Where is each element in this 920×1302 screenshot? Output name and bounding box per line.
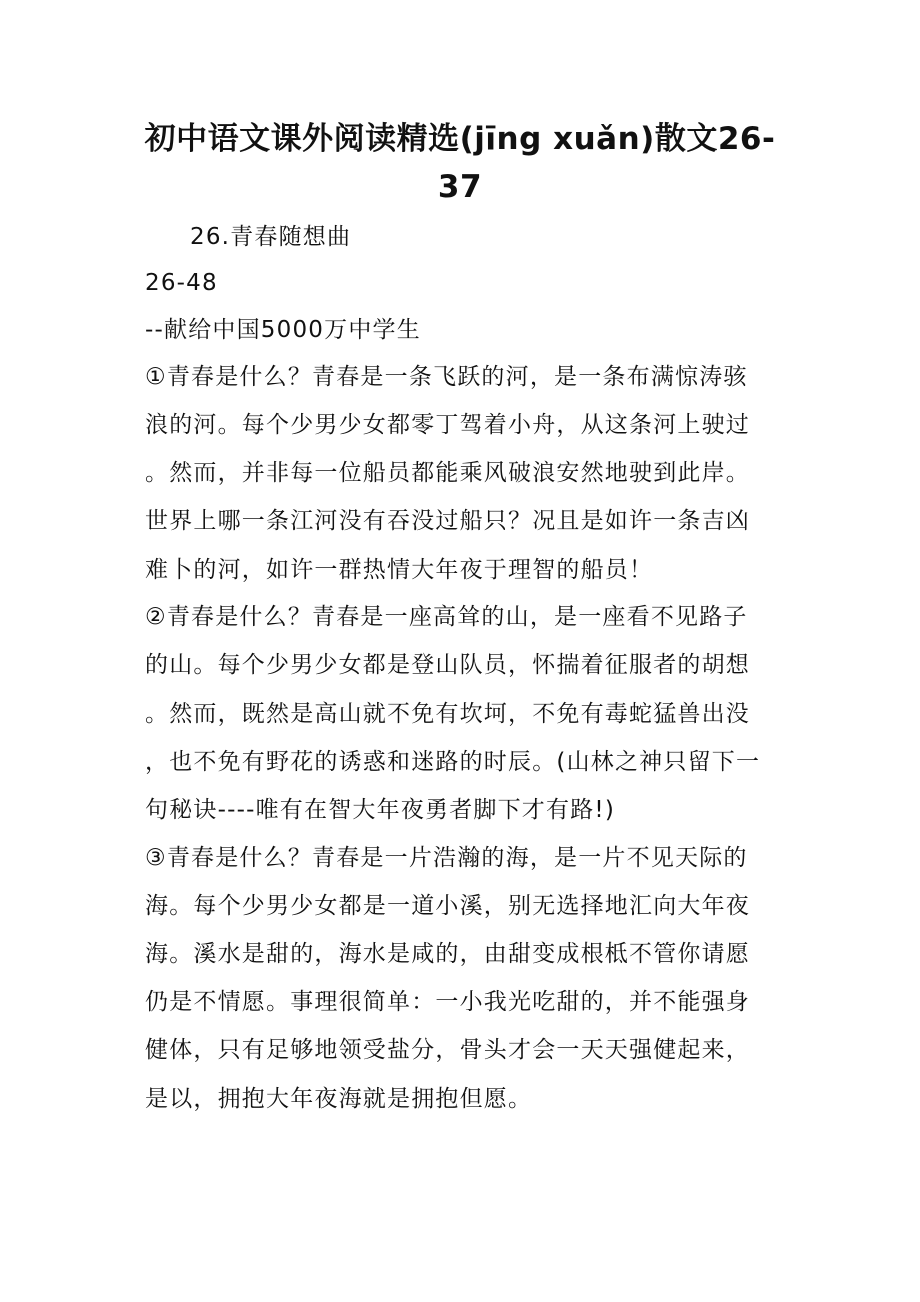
body-line: 浪的河。每个少男少女都零丁驾着小舟，从这条河上驶过	[145, 412, 750, 438]
document-title	[120, 115, 800, 211]
body-line: ，也不免有野花的诱惑和迷路的时辰。(山林之神只留下一	[145, 749, 761, 775]
section-heading: 26.青春随想曲	[190, 224, 352, 250]
body-line: 。然而，既然是高山就不免有坎坷，不免有毒蛇猛兽出没	[145, 701, 750, 727]
body-line: 难卜的河，如许一群热情大年夜于理智的船员！	[145, 557, 654, 583]
title-line-2: 37	[437, 169, 483, 205]
body-line: 的山。每个少男少女都是登山队员，怀揣着征服者的胡想	[145, 652, 750, 678]
body-line: 是以，拥抱大年夜海就是拥抱但愿。	[145, 1086, 533, 1112]
body-line: ②青春是什么？青春是一座高耸的山，是一座看不见路子	[145, 604, 748, 630]
body-line: 仍是不情愿。事理很简单：一小我光吃甜的，并不能强身	[145, 989, 750, 1015]
body-line: 海。溪水是甜的，海水是咸的，由甜变成根柢不管你请愿	[145, 941, 750, 967]
body-line: 句秘诀----唯有在智大年夜勇者脚下才有路!)	[145, 797, 615, 823]
body-line: 健体，只有足够地领受盐分，骨头才会一天天强健起来，	[145, 1037, 750, 1063]
body-line: ③青春是什么？青春是一片浩瀚的海，是一片不见天际的	[145, 845, 748, 871]
body-line: ①青春是什么？青春是一条飞跃的河，是一条布满惊涛骇	[145, 364, 748, 390]
dedication: --献给中国5000万中学生	[145, 317, 421, 343]
title-line-1: 初中语文课外阅读精选(jīng xuǎn)散文26-	[144, 121, 776, 157]
body-line: 世界上哪一条江河没有吞没过船只？况且是如许一条吉凶	[145, 508, 750, 534]
page-range: 26-48	[145, 270, 218, 296]
body-line: 。然而，并非每一位船员都能乘风破浪安然地驶到此岸。	[145, 460, 750, 486]
body-line: 海。每个少男少女都是一道小溪，别无选择地汇向大年夜	[145, 893, 750, 919]
